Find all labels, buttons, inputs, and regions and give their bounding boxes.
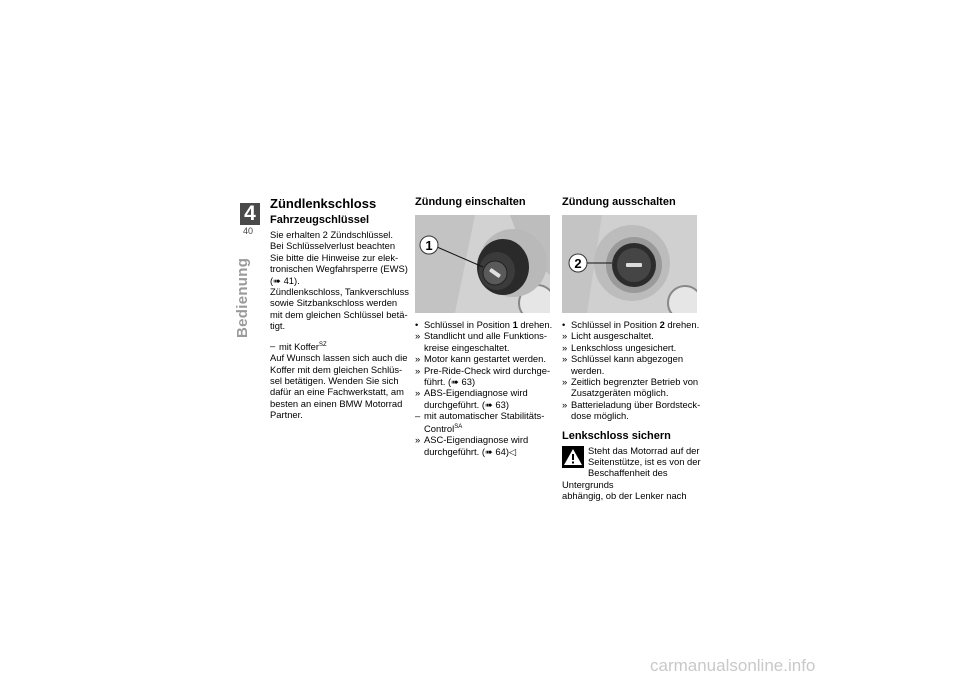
page-reference[interactable]: durchgeführt. (➠ 64)◁ [424, 445, 517, 457]
list-item: • Schlüssel in Position 2 drehen. [562, 319, 700, 330]
list-item: » ABS-Eigendiagnose wird durchgeführt. (➠ 63) [415, 387, 528, 410]
list-item-option: – mit automatischer Stabilitäts- Control$^{SA}$ [415, 410, 545, 434]
page-reference[interactable]: führt. (➠ 63) [424, 376, 476, 388]
page-reference[interactable]: durchgeführt. (➠ 63) [424, 398, 509, 410]
warning-block: Steht das Motorrad auf der Seitenstütze, ist es von der Beschaffenheit des Untergrunds abhängig, ob der Lenker nach [562, 444, 701, 502]
section-title: Zündung einschalten [415, 196, 526, 208]
column-zuendung-einschalten [415, 196, 555, 457]
paragraph-koffer: Auf Wunsch lassen sich auch die Koffer mit dem gleichen Schlüs- sel betätigen. Wenden Sie sich dafür an eine Fachwerkstatt, am besten an einen BMW Motorrad Partner. [270, 352, 408, 421]
ignition-on-figure [415, 215, 550, 313]
list-item: » Pre-Ride-Check wird durchge- führt. (➠ 63) [415, 364, 551, 388]
figure-label-2: 2 [574, 256, 582, 271]
ignition-lock-closed-illustration [562, 215, 697, 313]
column-zuendung-ausschalten [562, 196, 702, 502]
paragraph-locks: Zündlenkschloss, Tankverschluss sowie Sitzbankschloss werden mit dem gleichen Schlüssel betä- tigt. [270, 286, 409, 332]
warning-triangle-icon [562, 446, 584, 468]
page-number: 40 [243, 226, 254, 236]
section-title: Zündung ausschalten [562, 196, 676, 208]
section-subtitle: Lenkschloss sichern [562, 429, 671, 442]
ignition-off-figure [562, 215, 697, 313]
list-item: • Schlüssel in Position 1 drehen. [415, 319, 553, 330]
section-subtitle: Fahrzeugschlüssel [270, 214, 370, 226]
list-item: » Motor kann gestartet werden. [415, 353, 546, 365]
ignition-on-list [415, 319, 555, 457]
list-item: » Licht ausgeschaltet. [562, 330, 654, 342]
option-mit-koffer: – mit Koffer$^{SZ}$ [270, 339, 327, 352]
list-item: » Standlicht und alle Funktions- kreise eingeschaltet. [415, 330, 547, 353]
watermark: carmanualsonline.info [650, 656, 816, 675]
list-item: » ASC-Eigendiagnose wird durchgeführt. (➠ 64)◁ [415, 434, 529, 457]
chapter-number: 4 [240, 203, 260, 225]
column-fahrzeugschluessel [270, 196, 410, 421]
paragraph-keys: Sie erhalten 2 Zündschlüssel. Bei Schlüsselverlust beachten Sie bitte die Hinweise zur elek- tronischen Wegfahrsperre (EWS) (➠ 41). [270, 229, 408, 286]
ignition-off-list [562, 319, 702, 422]
section-side-label: Bedienung [234, 257, 251, 338]
list-item: » Batterieladung über Bordsteck- dose möglich. [562, 398, 701, 422]
list-item: » Lenkschloss ungesichert. [562, 341, 677, 353]
section-title: Zündlenkschloss [270, 196, 377, 211]
list-item: » Schlüssel kann abgezogen werden. [562, 353, 684, 376]
page-reference[interactable]: (➠ 41). [270, 274, 300, 286]
ignition-lock-illustration [415, 215, 550, 313]
figure-label-1: 1 [425, 238, 433, 253]
list-item: » Zeitlich begrenzter Betrieb von Zusatzgeräten möglich. [562, 376, 699, 399]
